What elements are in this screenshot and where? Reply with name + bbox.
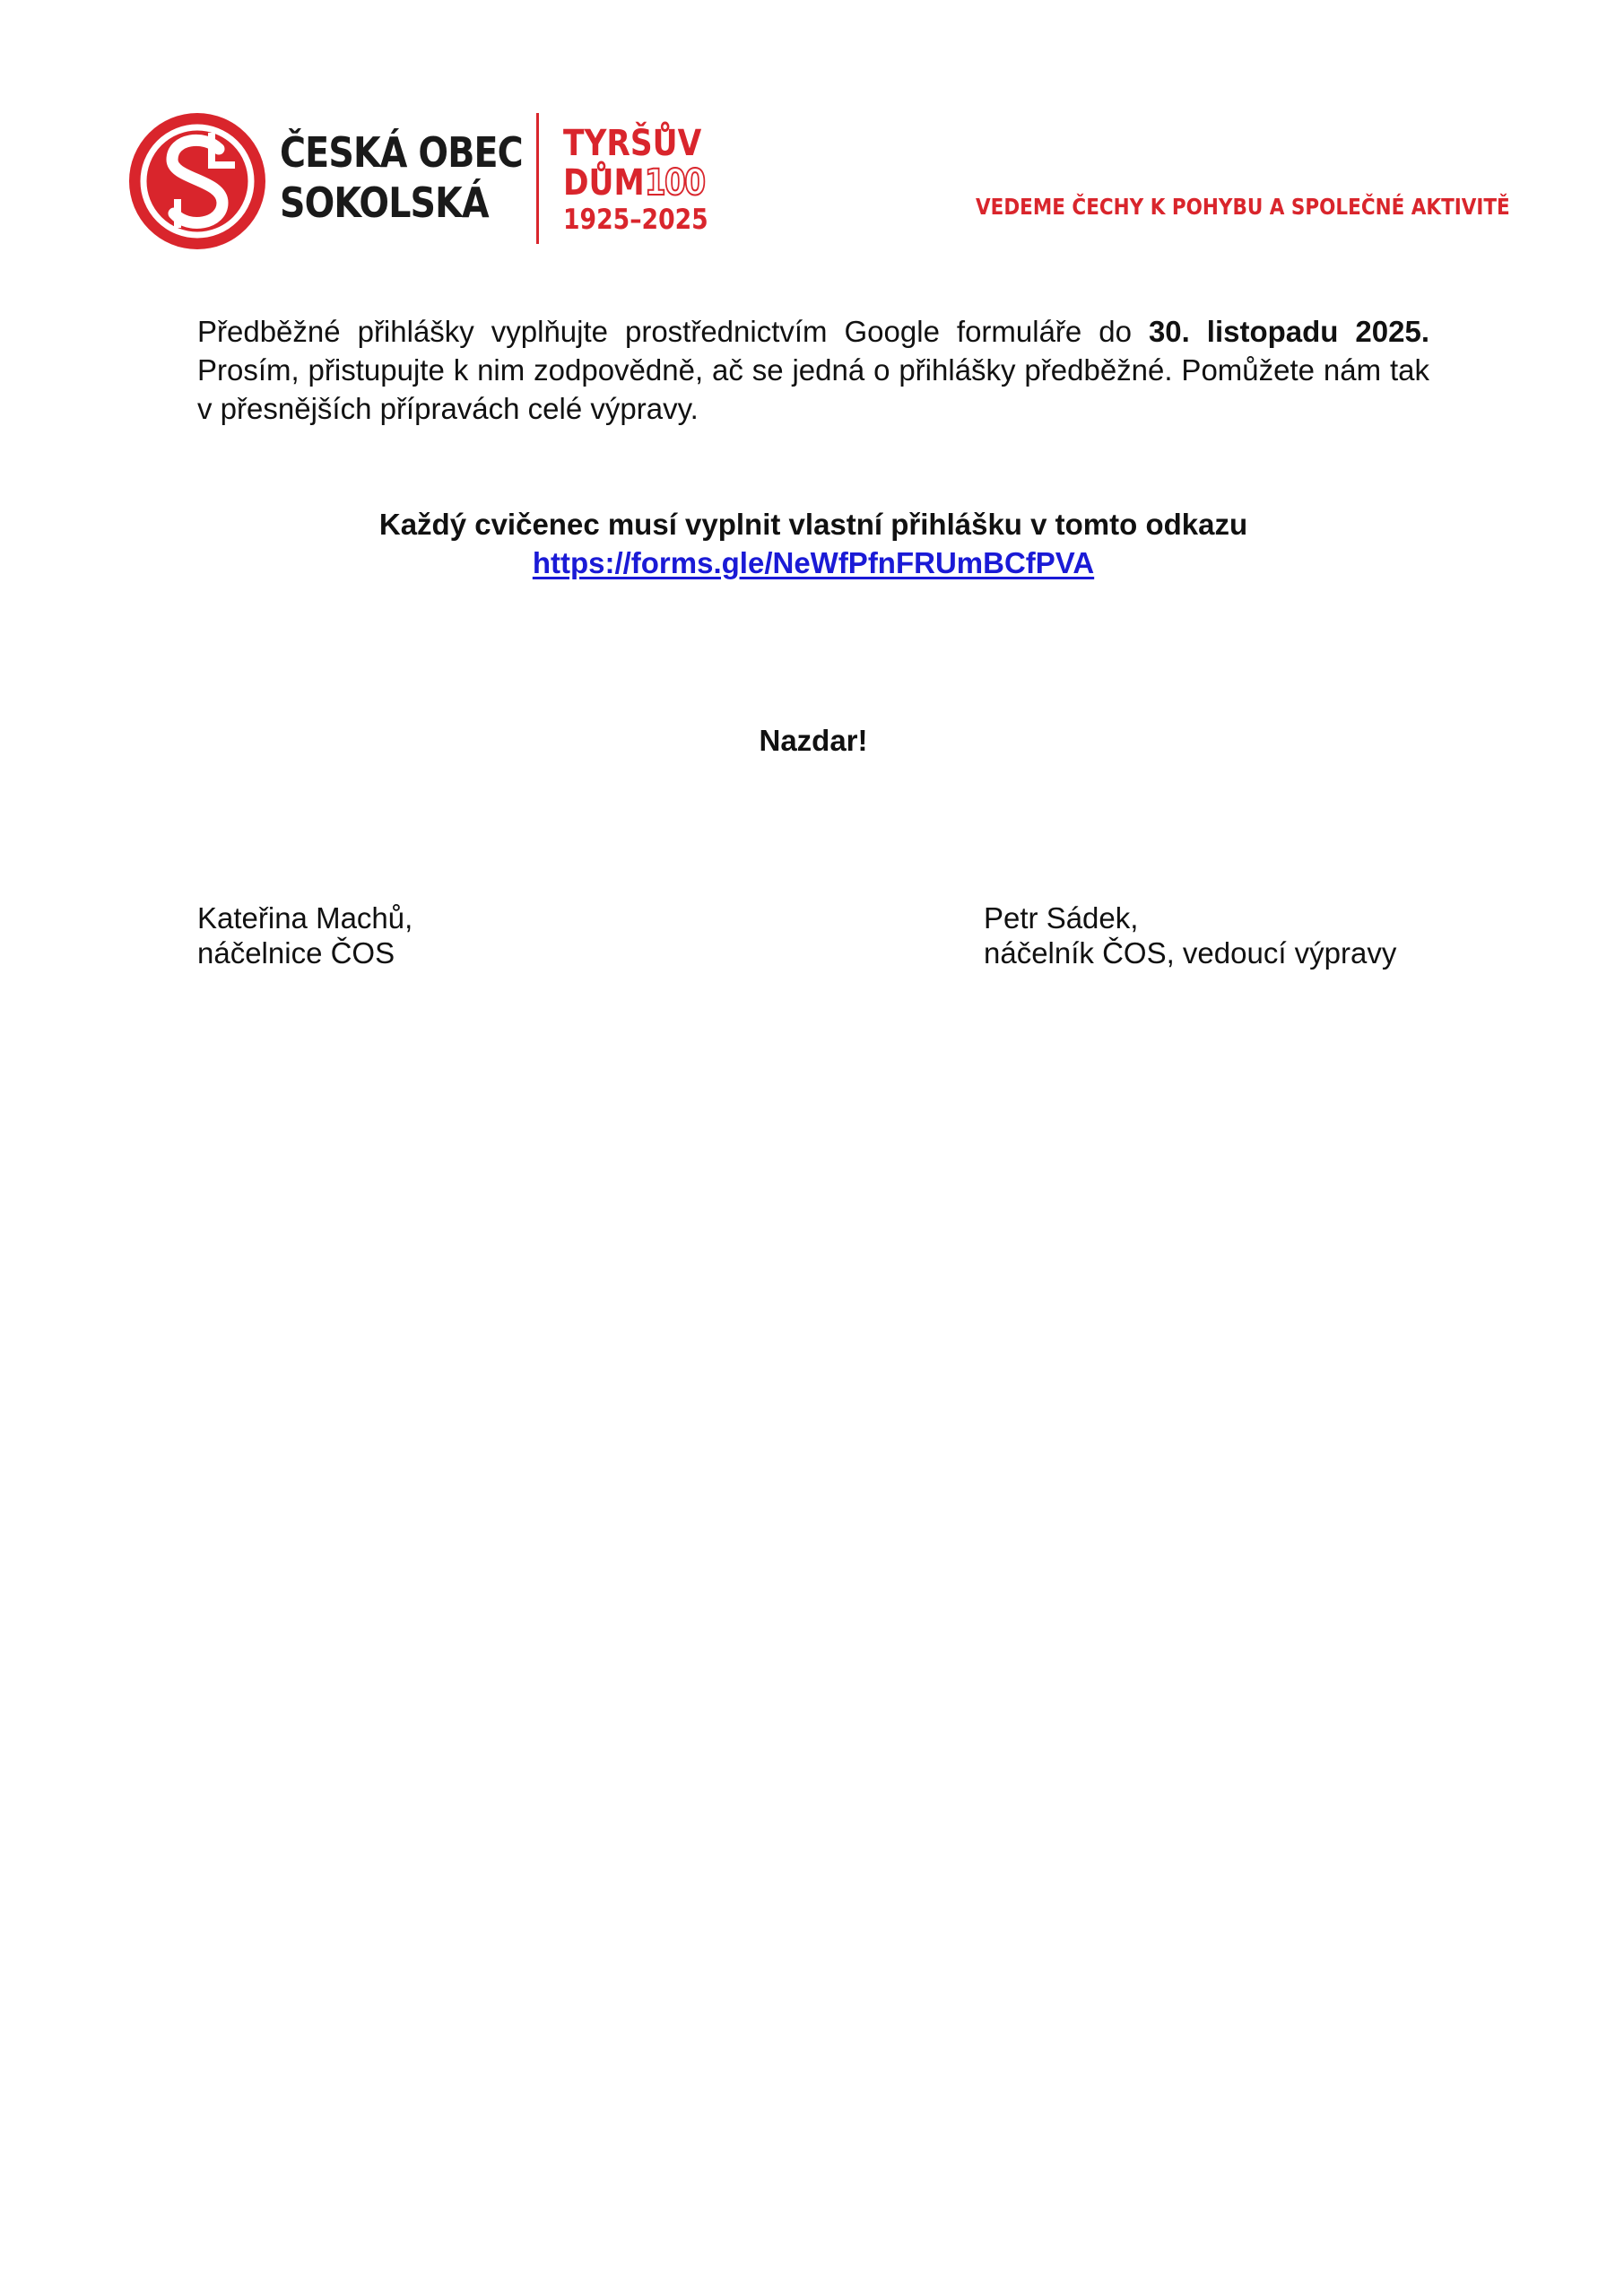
registration-instruction: Každý cvičenec musí vyplnit vlastní přihlášku v tomto odkazu [378, 508, 1248, 541]
deadline-date: 30. listopadu 2025. [1148, 315, 1429, 348]
header-divider [536, 113, 539, 244]
signature-right [984, 900, 1396, 970]
intro-section [197, 312, 1429, 428]
letterhead [0, 0, 1624, 269]
registration-instruction-block [197, 505, 1429, 582]
org-name-line2: SOKOLSKÁ [280, 178, 489, 227]
sokol-logo-icon [126, 109, 269, 253]
signature-right-role: náčelník ČOS, vedoucí výpravy [984, 936, 1397, 970]
dum-number: 100 [644, 162, 705, 204]
dum-word: DŮM [563, 162, 645, 204]
dum-label [563, 163, 708, 203]
slogan: VEDEME ČECHY K POHYBU A SPOLEČNÉ AKTIVITĚ [976, 194, 1510, 220]
greeting: Nazdar! [759, 724, 868, 757]
tyrsuv-dum-logo [563, 124, 708, 237]
org-name-line1: ČESKÁ OBEC [280, 128, 523, 177]
organization-name [280, 127, 523, 228]
signature-left [197, 900, 413, 970]
intro-text-2: Prosím, přistupujte k nim zodpovědně, ač se jedná o přihlášky předběžné. Pomůžete nám tak v přesnějších přípravách celé výpravy. [197, 353, 1429, 425]
tyrsuv-label: TYRŠŮV [563, 123, 702, 164]
intro-text-1: Předběžné přihlášky vyplňujte prostřednictvím Google formuláře do [197, 315, 1149, 348]
signature-left-role: náčelnice ČOS [197, 936, 395, 970]
signature-right-name: Petr Sádek, [984, 901, 1139, 935]
signature-left-name: Kateřina Machů, [197, 901, 413, 935]
anniversary-years: 1925–2025 [563, 204, 708, 236]
registration-form-link[interactable]: https://forms.gle/NeWfPfnFRUmBCfPVA [532, 546, 1095, 579]
intro-paragraph [197, 312, 1429, 428]
